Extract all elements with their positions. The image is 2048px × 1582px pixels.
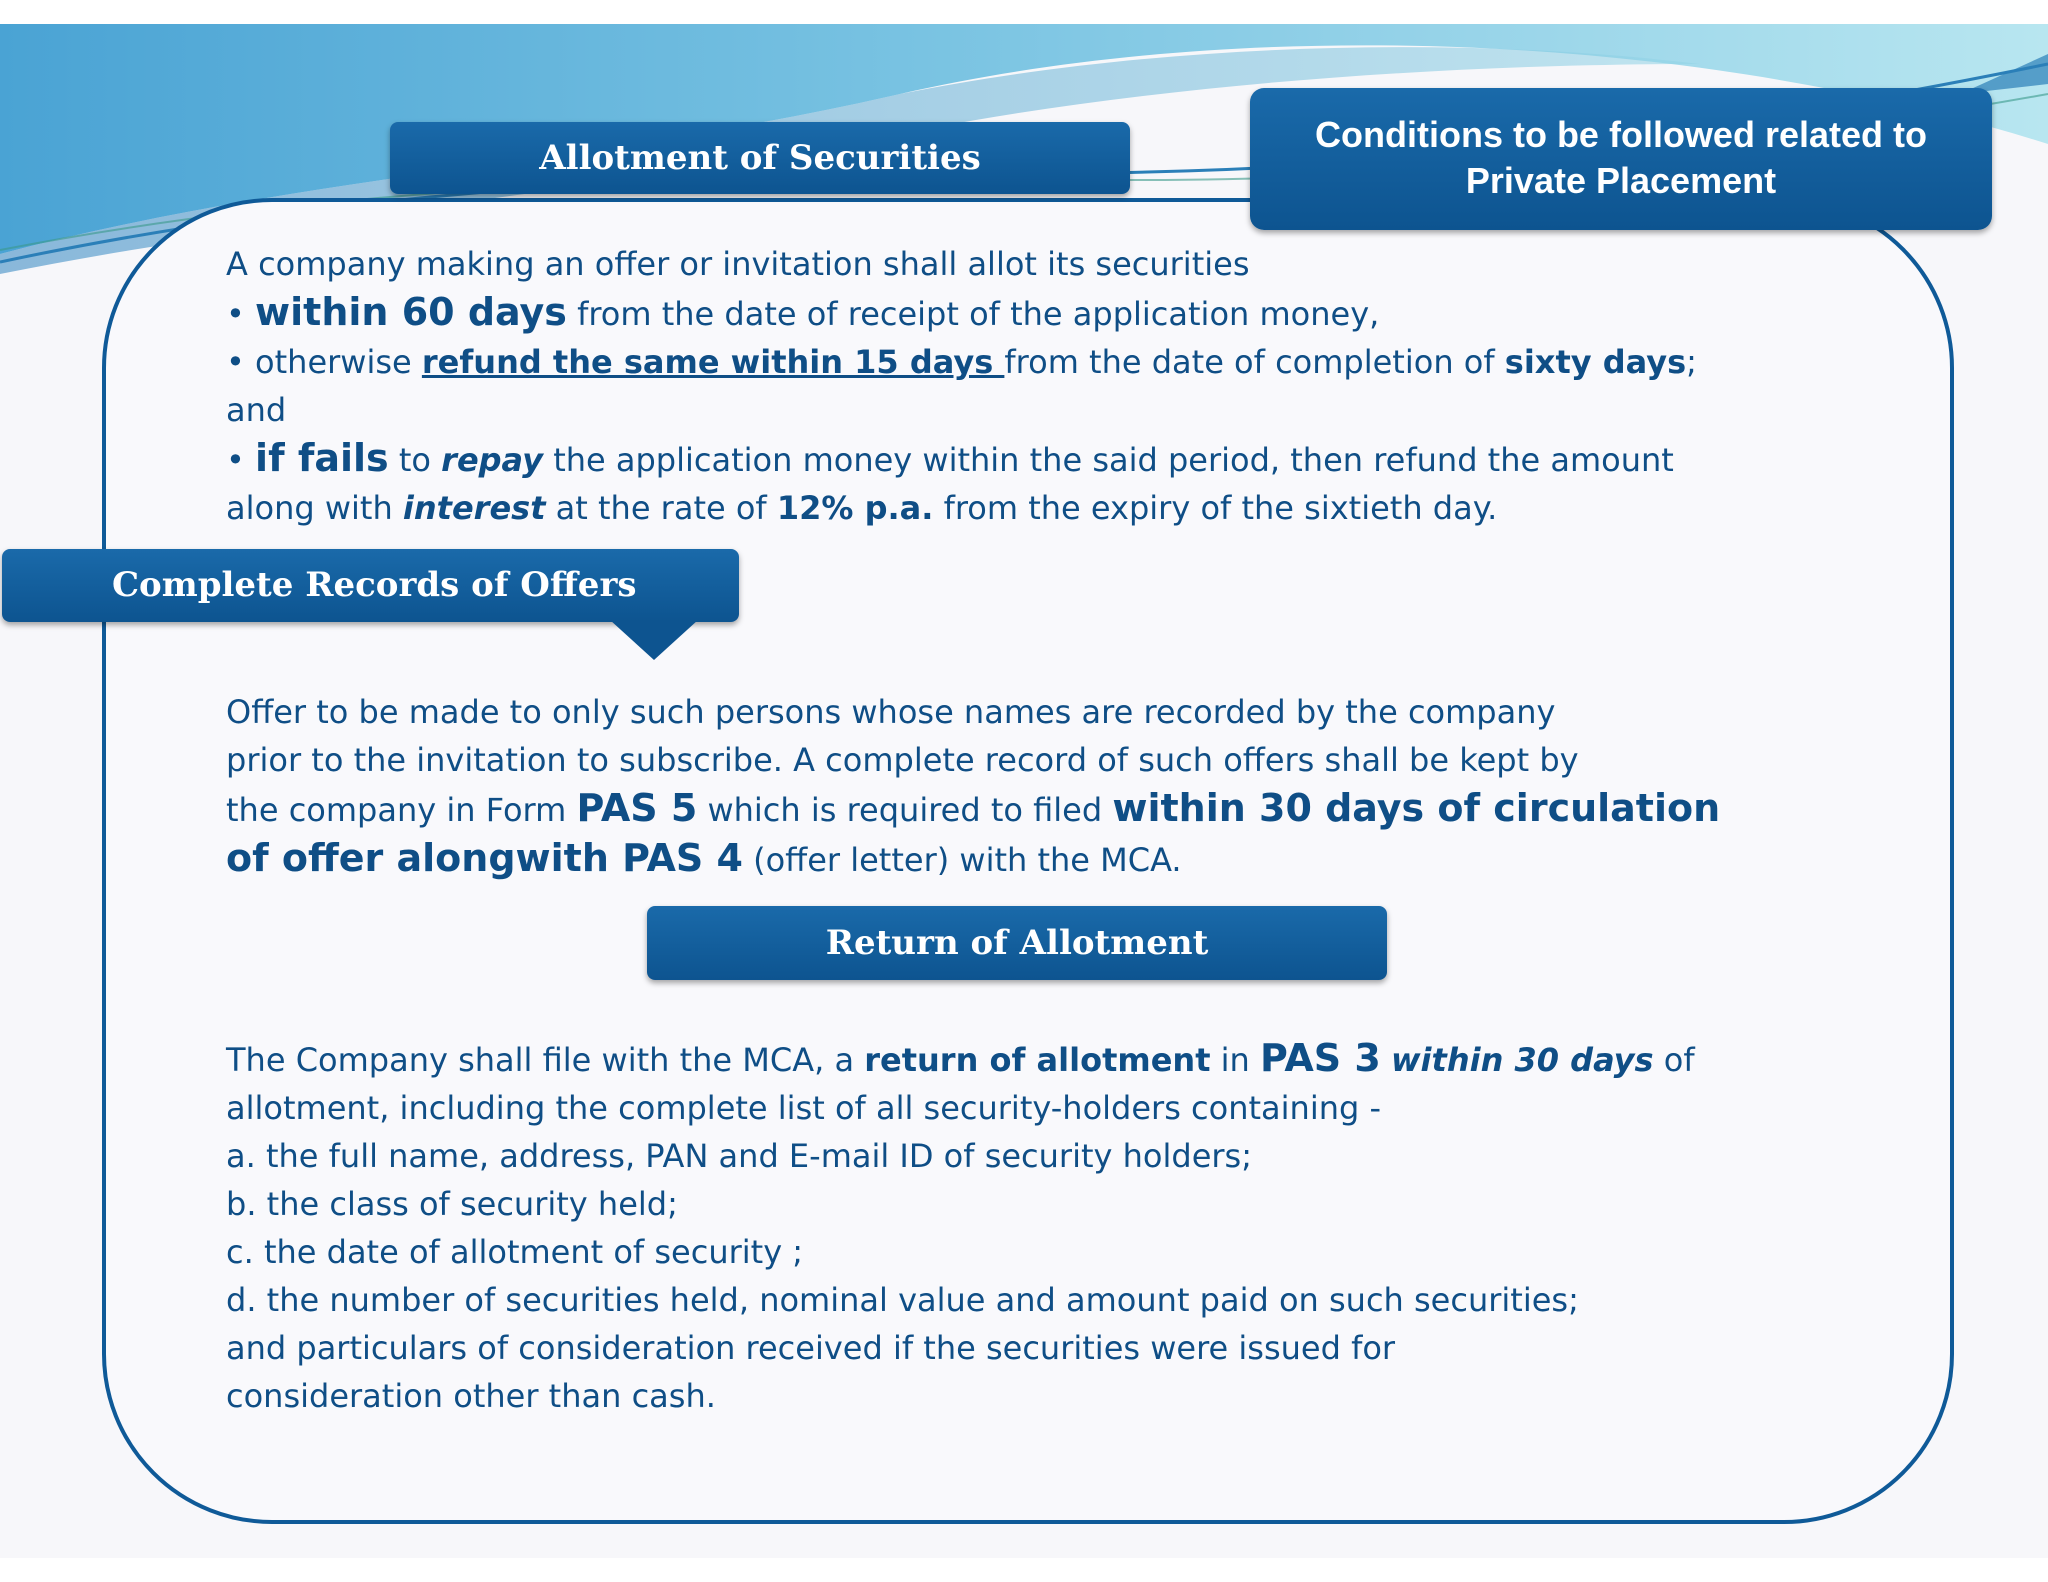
conditions-heading-line2: Private Placement bbox=[1465, 160, 1777, 201]
text-span: from the expiry of the sixtieth day. bbox=[933, 489, 1498, 527]
text-span: from the date of receipt of the application money, bbox=[566, 295, 1380, 333]
allotment-bullet-2 bbox=[226, 338, 1697, 386]
bold-text: if fails bbox=[255, 436, 389, 480]
return-section bbox=[226, 1034, 1695, 1420]
records-line-1: Offer to be made to only such persons whose names are recorded by the company bbox=[226, 693, 1556, 731]
return-item-d-cont-2: consideration other than cash. bbox=[226, 1377, 716, 1415]
records-line-4 bbox=[226, 834, 1720, 884]
allotment-bullet-3 bbox=[226, 434, 1697, 484]
text-span: • otherwise bbox=[226, 343, 422, 381]
text-span: at the rate of bbox=[545, 489, 777, 527]
return-line-2: allotment, including the complete list of all security-holders containing - bbox=[226, 1089, 1382, 1127]
bullet-glyph: • bbox=[226, 441, 256, 479]
records-section bbox=[226, 688, 1720, 884]
bold-text: within 60 days bbox=[255, 290, 567, 334]
bold-text: 12% p.a. bbox=[776, 489, 934, 527]
text-span: which is required to filed bbox=[697, 791, 1113, 829]
text-span: along with bbox=[226, 489, 403, 527]
bold-text: PAS 3 bbox=[1260, 1036, 1381, 1080]
conditions-banner bbox=[1250, 88, 1992, 230]
italic-text: interest bbox=[402, 489, 546, 527]
bold-text: PAS 5 bbox=[576, 786, 698, 830]
italic-text: repay bbox=[441, 441, 544, 479]
text-span: the application money within the said period, then refund the amount bbox=[543, 441, 1674, 479]
records-banner bbox=[2, 549, 739, 622]
allotment-bullet-2-cont: and bbox=[226, 391, 287, 429]
text-span bbox=[1381, 1041, 1391, 1079]
underlined-text: refund the same within 15 days bbox=[421, 343, 1005, 381]
text-span: of bbox=[1653, 1041, 1695, 1079]
text-span: to bbox=[388, 441, 442, 479]
allotment-bullet-1 bbox=[226, 288, 1697, 338]
return-line-1 bbox=[226, 1034, 1695, 1084]
return-item-b: b. the class of security held; bbox=[226, 1185, 678, 1223]
return-item-d-cont-1: and particulars of consideration received if the securities were issued for bbox=[226, 1329, 1396, 1367]
return-item-c: c. the date of allotment of security ; bbox=[226, 1233, 804, 1271]
records-heading: Complete Records of Offers bbox=[112, 565, 637, 605]
italic-text: within 30 days bbox=[1390, 1041, 1654, 1079]
text-span: the company in Form bbox=[226, 791, 577, 829]
text-span: ; bbox=[1686, 343, 1697, 381]
return-banner bbox=[647, 906, 1387, 980]
text-span: in bbox=[1210, 1041, 1260, 1079]
bold-text: sixty days bbox=[1504, 343, 1687, 381]
allotment-banner bbox=[390, 122, 1130, 194]
return-item-a: a. the full name, address, PAN and E-mail ID of security holders; bbox=[226, 1137, 1252, 1175]
allotment-intro: A company making an offer or invitation shall allot its securities bbox=[226, 245, 1250, 283]
records-banner-pointer bbox=[610, 620, 698, 660]
allotment-section bbox=[226, 240, 1697, 532]
allotment-bullet-3-cont bbox=[226, 484, 1697, 532]
allotment-heading: Allotment of Securities bbox=[539, 138, 981, 178]
return-item-d: d. the number of securities held, nominal value and amount paid on such securities; bbox=[226, 1281, 1579, 1319]
records-line-3 bbox=[226, 784, 1720, 834]
bold-text: within 30 days of circulation bbox=[1112, 786, 1721, 830]
bullet-glyph: • bbox=[226, 295, 256, 333]
text-span: from the date of completion of bbox=[1004, 343, 1505, 381]
conditions-heading-line1: Conditions to be followed related to bbox=[1315, 114, 1927, 155]
bold-text: of offer alongwith PAS 4 bbox=[226, 836, 743, 880]
bold-text: return of allotment bbox=[864, 1041, 1211, 1079]
return-heading: Return of Allotment bbox=[825, 923, 1209, 963]
slide bbox=[0, 24, 2048, 1558]
text-span: The Company shall file with the MCA, a bbox=[226, 1041, 865, 1079]
text-span: (offer letter) with the MCA. bbox=[742, 841, 1182, 879]
records-line-2: prior to the invitation to subscribe. A complete record of such offers shall be kept by bbox=[226, 741, 1579, 779]
